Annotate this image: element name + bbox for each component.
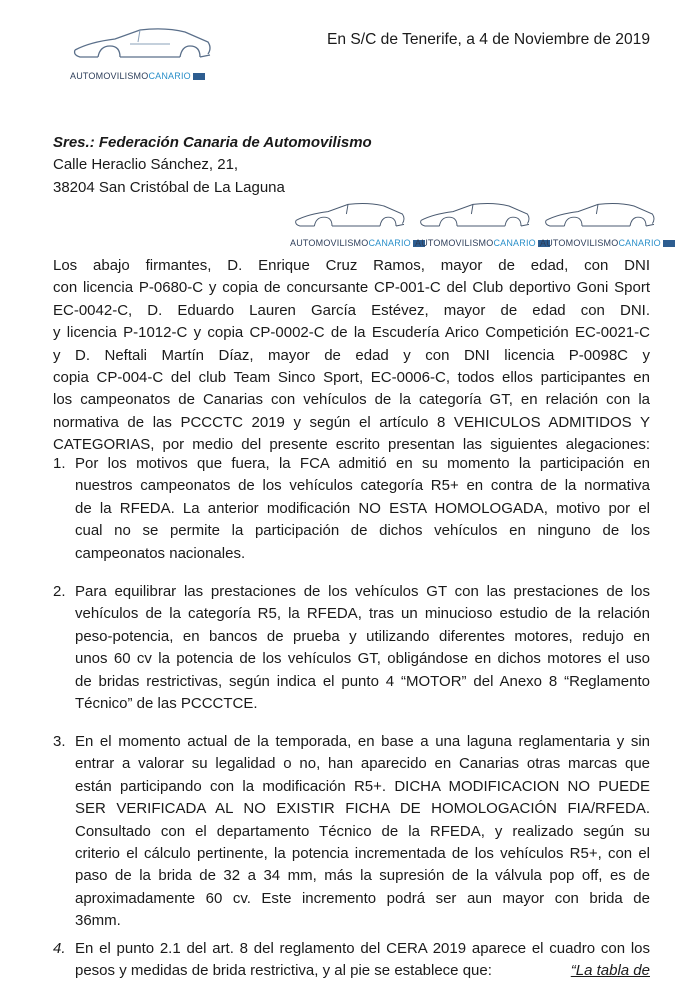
- text-line: aproximadamente 60 cv. Este incremento podrá ser aun mayor con brida de: [75, 889, 650, 907]
- item-number: 2.: [53, 583, 66, 600]
- watermark-logo: [290, 198, 425, 249]
- text-line: de bridas restrictivas, según indica el punto 4 “MOTOR” del Anexo 8 “Reglamento: [75, 672, 650, 690]
- text-line-part: pesos y medidas de brida restrictiva, y al pie se establece que:: [75, 962, 492, 980]
- text-line: peso-potencia, en bancos de prueba y utilizando diferentes motores, redujo en: [75, 627, 650, 645]
- text-line: Los abajo firmantes, D. Enrique Cruz Ramos, mayor de edad, con DNI: [53, 257, 650, 274]
- text-line: cual no se permite la participación de dichos vehículos en ninguno de los: [75, 522, 650, 540]
- text-line: entrar a valorar su legalidad o no, han aparecido en Canarias otras marcas que: [75, 755, 650, 773]
- text-line: de la RFEDA. La anterior modificación NO ESTA HOMOLOGADA, motivo por el: [75, 499, 650, 517]
- watermark-text: AUTOMOVILISMOCANARIO: [415, 238, 550, 249]
- item-number: 3.: [53, 733, 66, 750]
- text-line: criterio el cálculo pertinente, la potencia incrementada de los vehículos R5+, con el: [75, 845, 650, 863]
- watermark-text: AUTOMOVILISMOCANARIO: [540, 238, 675, 249]
- text-line: SER VERIFICADA AL NO EXISTIR FICHA DE HOMOLOGACIÓN FIA/RFEDA.: [75, 800, 650, 818]
- logo: [70, 22, 215, 82]
- item-number: 4.: [53, 940, 66, 957]
- car-outline-icon: [70, 22, 215, 67]
- text-line: con licencia P-0680-C y copia de concursante CP-001-C del Club deportivo Goni Sport: [53, 279, 650, 297]
- text-line: Para equilibrar las prestaciones de los vehículos GT con las prestaciones de los: [75, 583, 650, 600]
- text-line: Por los motivos que fuera, la FCA admitió en su momento la participación en: [75, 455, 650, 472]
- quote-start: “La tabla de: [570, 962, 650, 980]
- text-line: vehículos de la categoría R5, la RFEDA, tras un minucioso estudio de la relación: [75, 605, 650, 623]
- text-line: nuestros campeonatos de los vehículos categoría R5+ en contra de la normativa: [75, 477, 650, 495]
- intro-paragraph: [53, 255, 650, 457]
- place-date: En S/C de Tenerife, a 4 de Noviembre de 2019: [326, 31, 650, 48]
- watermark-text: AUTOMOVILISMOCANARIO: [290, 238, 425, 249]
- text-line: En el momento actual de la temporada, en base a una laguna reglamentaria y sin: [75, 733, 650, 750]
- item-number: 1.: [53, 455, 66, 472]
- text-line: Consultado con el departamento Técnico de la RFEDA, y realizado según su: [75, 822, 650, 840]
- recipient-street: Calle Heraclio Sánchez, 21,: [53, 156, 239, 174]
- text-line: los campeonatos de Canarias con vehículos de la categoría GT, en relación con la: [53, 391, 650, 409]
- text-line: En el punto 2.1 del art. 8 del reglamento del CERA 2019 aparece el cuadro con los: [75, 940, 650, 957]
- recipient-block: [53, 132, 372, 199]
- text-line: [75, 960, 650, 982]
- text-line: campeonatos nacionales.: [75, 544, 246, 562]
- car-outline-icon: [415, 198, 535, 234]
- car-outline-icon: [290, 198, 410, 234]
- watermark-logo: [540, 198, 675, 249]
- car-outline-icon: [540, 198, 660, 234]
- text-line: unos 60 cv la potencia de los vehículos GT, obligándose en dichos motores el uso: [75, 650, 650, 668]
- watermark-logo: [415, 198, 550, 249]
- text-line: y D. Neftali Martín Díaz, mayor de edad y con DNI licencia P-0098C y: [53, 346, 650, 364]
- text-line: paso de la brida de 32 a 34 mm, más la supresión de la válvula pop off, es de: [75, 867, 650, 885]
- recipient-name: Sres.: Federación Canaria de Automovilismo: [53, 134, 372, 151]
- recipient-city: 38204 San Cristóbal de La Laguna: [53, 178, 285, 196]
- text-line: copia CP-004-C del club Team Sinco Sport, EC-0006-C, todos ellos participantes en: [53, 369, 650, 387]
- text-line: 36mm.: [75, 912, 121, 930]
- text-line: CATEGORIAS, por medio del presente escrito presentan las siguientes alegaciones:: [53, 436, 650, 454]
- text-line: normativa de las PCCCTC 2019 y según el artículo 8 VEHICULOS ADMITIDOS Y: [53, 413, 650, 431]
- text-line: EC-0042-C, D. Eduardo Lauren García Estévez, mayor de edad con DNI.: [53, 301, 650, 319]
- text-line: Técnico” de las PCCCTCE.: [75, 695, 258, 713]
- logo-text: AUTOMOVILISMOCANARIO: [70, 71, 215, 82]
- text-line: y licencia P-1012-C y copia CP-0002-C de la Escudería Arico Competición EC-0021-C: [53, 324, 650, 342]
- text-line: están participando con la modificación R5+. DICHA MODIFICACION NO PUEDE: [75, 777, 650, 795]
